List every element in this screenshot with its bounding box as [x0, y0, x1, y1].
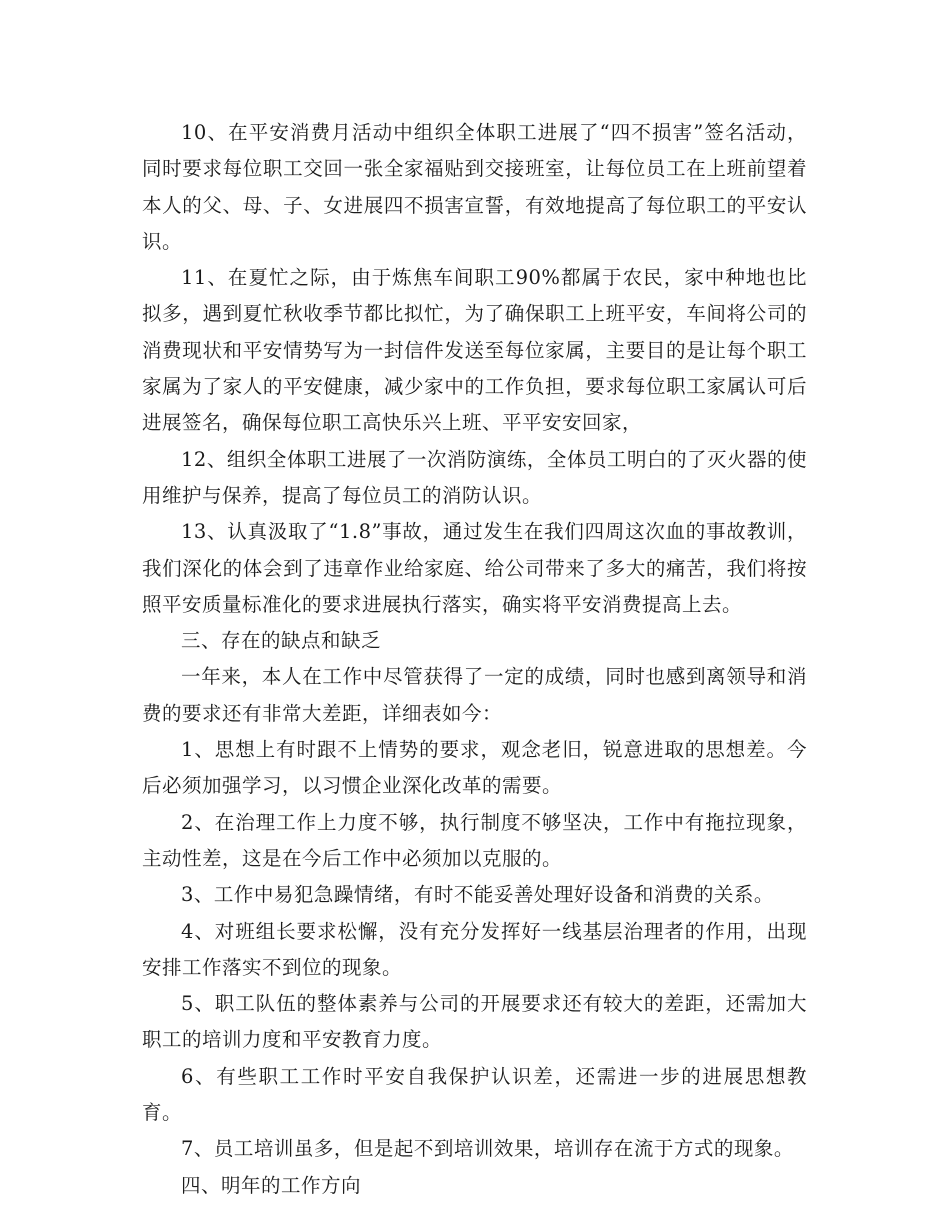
paragraph-item-10: 10、在平安消费月活动中组织全体职工进展了“四不损害”签名活动，同时要求每位职工交回一张全家福贴到交接班室，让每位员工在上班前望着本人的父、母、子、女进展四不损害宣誓，有效地提高了每位职工的平安认识。 — [142, 121, 807, 253]
document-body — [142, 115, 807, 1204]
shortcoming-item-2: 2、在治理工作上力度不够，执行制度不够坚决，工作中有拖拉现象，主动性差，这是在今后工作中必须加以克服的。 — [142, 810, 807, 870]
shortcoming-item-5: 5、职工队伍的整体素养与公司的开展要求还有较大的差距，还需加大职工的培训力度和平安教育力度。 — [142, 992, 807, 1052]
shortcoming-item-4: 4、对班组长要求松懈，没有充分发挥好一线基层治理者的作用，出现安排工作落实不到位的现象。 — [142, 919, 807, 979]
shortcoming-item-1: 1、思想上有时跟不上情势的要求，观念老旧，锐意进取的思想差。今后必须加强学习，以习惯企业深化改革的需要。 — [142, 738, 807, 798]
shortcoming-item-6: 6、有些职工工作时平安自我保护认识差，还需进一步的进展思想教育。 — [142, 1064, 807, 1125]
shortcoming-item-3: 3、工作中易犯急躁情绪，有时不能妥善处理好设备和消费的关系。 — [181, 883, 774, 907]
paragraph-item-12: 12、组织全体职工进展了一次消防演练，全体员工明白的了灭火器的使用维护与保养，提高了每位员工的消防认识。 — [142, 447, 807, 507]
paragraph-item-11: 11、在夏忙之际，由于炼焦车间职工90%都属于农民，家中种地也比拟多，遇到夏忙秋收季节都比拟忙，为了确保职工上班平安，车间将公司的消费现状和平安情势写为一封信件发送至每位家属，主要目的是让每个职工家属为了家人的平安健康，减少家中的工作负担，要求每位职工家属认可后进展签名，确保每位职工高快乐兴上班、平平安安回家， — [142, 266, 807, 435]
section-heading-shortcomings: 三、存在的缺点和缺乏 — [181, 629, 382, 653]
paragraph-summary: 一年来，本人在工作中尽管获得了一定的成绩，同时也感到离领导和消费的要求还有非常大差距，详细表如今： — [142, 665, 807, 725]
section-heading-next-year: 四、明年的工作方向 — [181, 1173, 362, 1197]
shortcoming-item-7: 7、员工培训虽多，但是起不到培训效果，培训存在流于方式的现象。 — [181, 1137, 794, 1161]
paragraph-item-13: 13、认真汲取了“1.8”事故，通过发生在我们四周这次血的事故教训，我们深化的体会到了违章作业给家庭、给公司带来了多大的痛苦，我们将按照平安质量标准化的要求进展执行落实，确实将平安消费提高上去。 — [142, 520, 807, 616]
